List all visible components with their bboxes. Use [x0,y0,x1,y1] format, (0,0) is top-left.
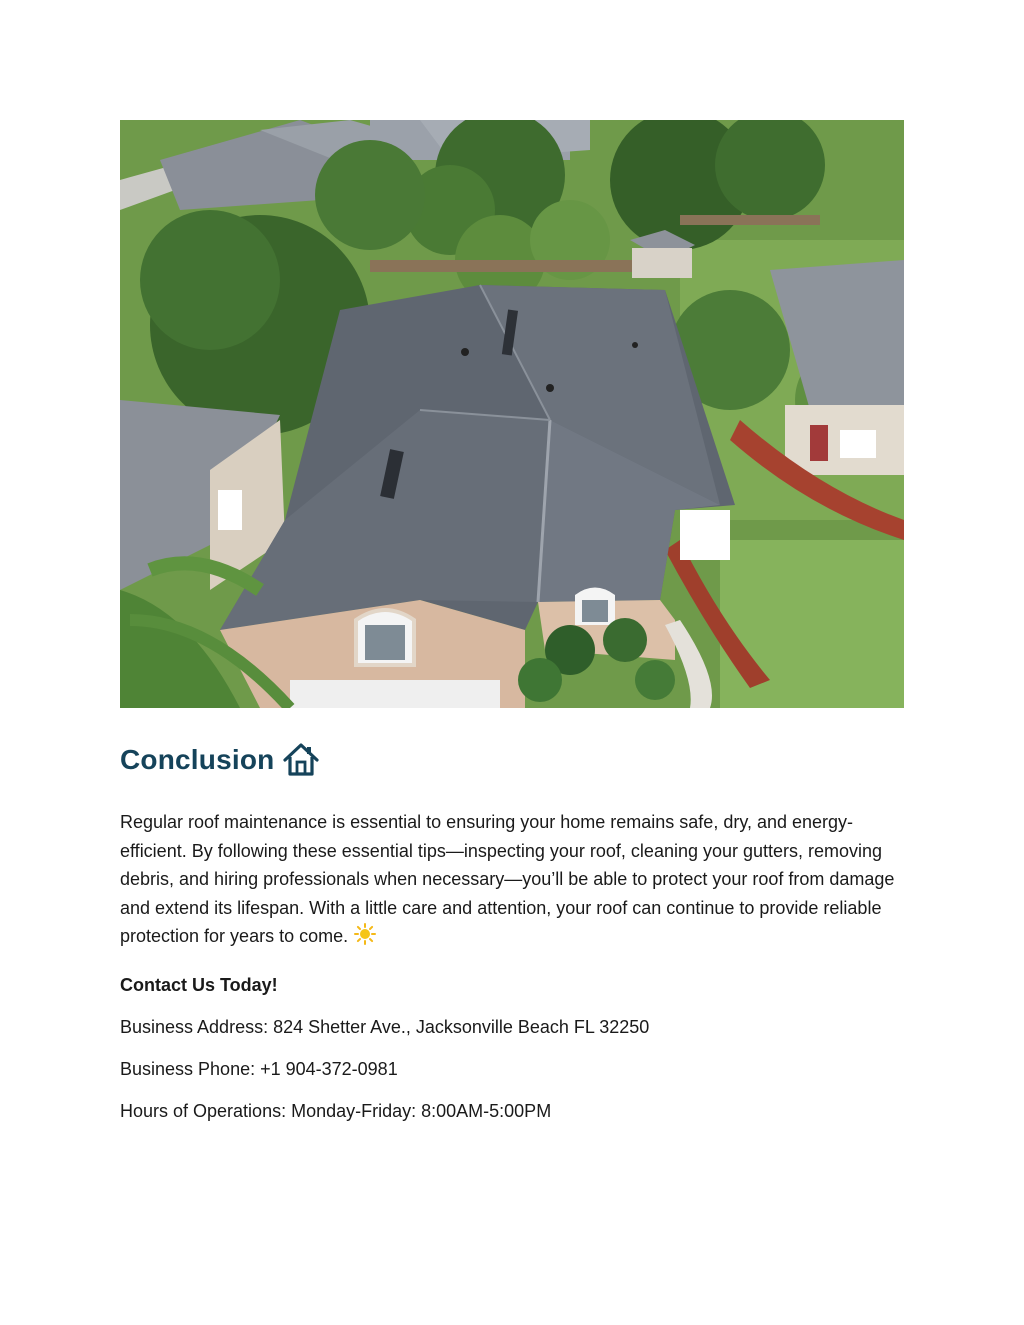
aerial-roof-illustration [120,120,904,708]
house-icon [282,741,320,779]
conclusion-heading [120,738,320,782]
business-hours: Hours of Operations: Monday-Friday: 8:00AM-5:00PM [120,1101,552,1121]
conclusion-paragraph [120,808,910,951]
conclusion-title: Conclusion [120,744,275,775]
sun-icon [354,923,376,945]
conclusion-paragraph-text: Regular roof maintenance is essential to ensuring your home remains safe, dry, and energy-efficient. By following these essential tips—inspecting your roof, cleaning your gutters, removing debris, and hiring professionals when necessary—you’ll be able to protect your roof from damage and extend its lifespan. With a little care and attention, your roof can continue to provide reliable protection for years to come. [120,812,895,947]
aerial-roof-photo [120,120,904,708]
business-phone: Business Phone: +1 904-372-0981 [120,1059,398,1079]
business-address: Business Address: 824 Shetter Ave., Jacksonville Beach FL 32250 [120,1017,650,1037]
contact-title: Contact Us Today! [120,975,278,995]
